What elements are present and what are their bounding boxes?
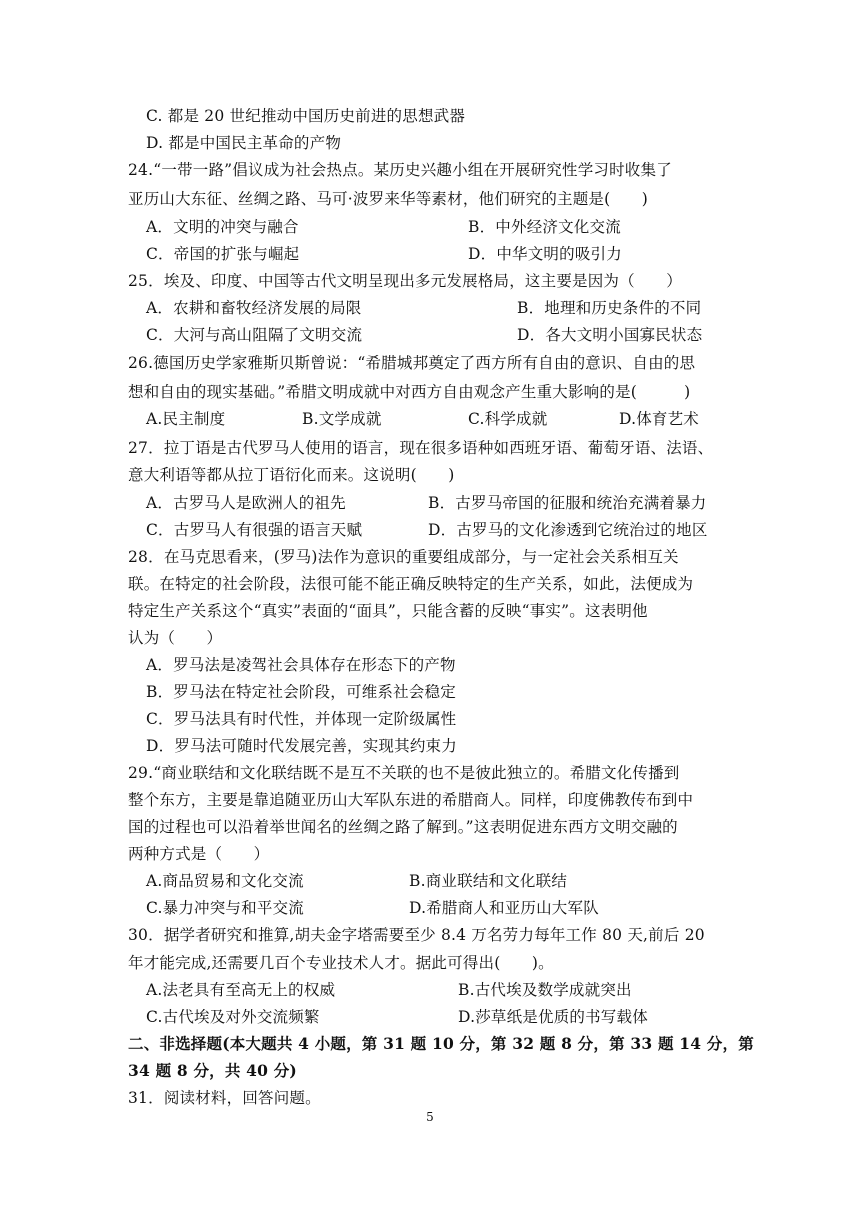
option-line: C.科学成就 <box>468 410 548 428</box>
option-line: D.体育艺术 <box>619 410 700 428</box>
section-heading: 34 题 8 分，共 40 分) <box>128 1061 297 1080</box>
question-line: 国的过程也可以沿着举世闻名的丝绸之路了解到。”这表明促进东西方文明交融的 <box>128 818 678 836</box>
option-line: A．文明的冲突与融合 <box>146 218 299 236</box>
option-line: D. 都是中国民主革命的产物 <box>146 134 342 152</box>
option-line: D.莎草纸是优质的书写载体 <box>458 1008 648 1026</box>
option-line: C．古罗马人有很强的语言天赋 <box>146 521 363 539</box>
option-line: D．古罗马的文化渗透到它统治过的地区 <box>428 521 708 539</box>
question-line: 30．据学者研究和推算,胡夫金字塔需要至少 8.4 万名劳力每年工作 80 天,前后 20 <box>128 926 705 944</box>
question-line: 28．在马克思看来，(罗马)法作为意识的重要组成部分，与一定社会关系相互关 <box>128 548 679 566</box>
question-line: 24.“一带一路”倡议成为社会热点。某历史兴趣小组在开展研究性学习时收集了 <box>128 161 672 179</box>
option-line: B.古代埃及数学成就突出 <box>458 981 632 999</box>
section-heading: 二、非选择题(本大题共 4 小题，第 31 题 10 分，第 32 题 8 分，第 33 题 14 分，第 <box>128 1034 754 1053</box>
question-line: 26.德国历史学家雅斯贝斯曾说：“希腊城邦奠定了西方所有自由的意识、自由的思 <box>128 354 696 372</box>
option-line: A.商品贸易和文化交流 <box>146 872 304 890</box>
option-line: A．罗马法是凌驾社会具体存在形态下的产物 <box>146 656 456 674</box>
question-line: 两种方式是（ ） <box>128 845 270 863</box>
option-line: B．中外经济文化交流 <box>468 218 621 236</box>
option-line: D．罗马法可随时代发展完善，实现其约束力 <box>146 737 457 755</box>
option-line: C．帝国的扩张与崛起 <box>146 245 300 263</box>
option-line: B.商业联结和文化联结 <box>409 872 568 890</box>
option-line: A．农耕和畜牧经济发展的局限 <box>146 299 362 317</box>
option-line: A．古罗马人是欧洲人的祖先 <box>146 494 346 512</box>
question-line: 想和自由的现实基础。”希腊文明成就中对西方自由观念产生重大影响的是( ) <box>128 383 691 401</box>
option-line: A.民主制度 <box>146 410 226 428</box>
option-line: C.暴力冲突与和平交流 <box>146 899 304 917</box>
question-line: 29.“商业联结和文化联结既不是互不关联的也不是彼此独立的。希腊文化传播到 <box>128 764 680 782</box>
question-line: 意大利语等都从拉丁语衍化而来。这说明( ) <box>128 466 455 484</box>
question-line: 31．阅读材料，回答问题。 <box>128 1089 321 1107</box>
option-line: D．各大文明小国寡民状态 <box>517 326 703 344</box>
question-line: 联。在特定的社会阶段，法很可能不能正确反映特定的生产关系，如此，法便成为 <box>128 575 694 593</box>
option-line: B．古罗马帝国的征服和统治充满着暴力 <box>428 494 707 512</box>
question-line: 特定生产关系这个“真实”表面的“面具”，只能含蓄的反映“事实”。这表明他 <box>128 602 648 620</box>
option-line: C.古代埃及对外交流频繁 <box>146 1008 320 1026</box>
question-line: 认为（ ） <box>128 629 223 647</box>
option-line: C．大河与高山阻隔了文明交流 <box>146 326 363 344</box>
question-line: 年才能完成,还需要几百个专业技术人才。据此可得出( )。 <box>128 954 554 972</box>
question-line: 亚历山大东征、丝绸之路、马可·波罗来华等素材，他们研究的主题是( ) <box>128 190 649 208</box>
option-line: C．罗马法具有时代性，并体现一定阶级属性 <box>146 710 457 728</box>
option-line: B.文学成就 <box>302 410 382 428</box>
option-line: C. 都是 20 世纪推动中国历史前进的思想武器 <box>146 107 466 125</box>
option-line: B．地理和历史条件的不同 <box>517 299 702 317</box>
option-line: D.希腊商人和亚历山大军队 <box>409 899 599 917</box>
option-line: B．罗马法在特定社会阶段，可维系社会稳定 <box>146 683 456 701</box>
question-line: 25．埃及、印度、中国等古代文明呈现出多元发展格局，这主要是因为（ ） <box>128 272 682 290</box>
question-line: 整个东方，主要是靠追随亚历山大军队东进的希腊商人。同样，印度佛教传布到中 <box>128 791 694 809</box>
option-line: D．中华文明的吸引力 <box>468 245 622 263</box>
option-line: A.法老具有至高无上的权威 <box>146 981 336 999</box>
page-number: 5 <box>426 1110 434 1124</box>
question-line: 27．拉丁语是古代罗马人使用的语言，现在很多语种如西班牙语、葡萄牙语、法语、 <box>128 439 714 457</box>
